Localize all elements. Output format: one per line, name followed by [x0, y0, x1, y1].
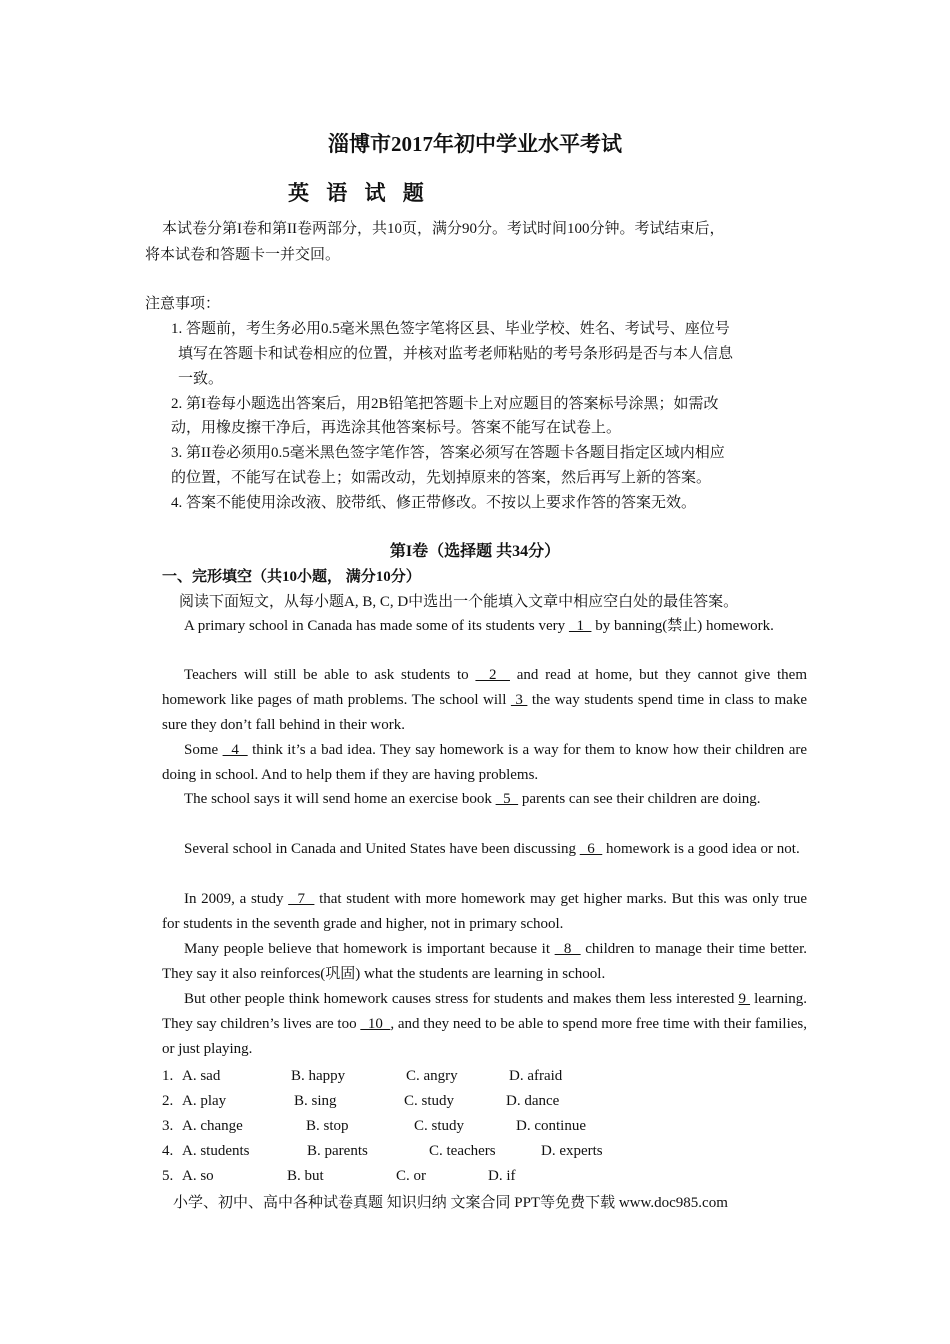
question-number: 3.: [162, 1118, 174, 1134]
notes-heading: 注意事项：: [145, 296, 221, 312]
option-a: A. sad: [182, 1068, 221, 1084]
blank-8: 8: [554, 941, 581, 957]
exam-subtitle: 英 语 试 题: [288, 181, 430, 205]
footer-text: 小学、初中、高中各种试卷真题 知识归纳 文案合同 PPT等免费下载 www.doc985.com: [173, 1195, 728, 1211]
passage-paragraph: Teachers will still be able to ask students to 2 and read at home, but they cannot give them homework like pages of math problems. The school will 3 the way students spend time in class to make sure they don’t fall behind in their work.: [162, 667, 808, 733]
blank-4: 4: [222, 742, 248, 758]
option-d: D. dance: [506, 1093, 560, 1109]
passage-paragraph: Many people believe that homework is important because it 8 children to manage their time better. They say it also reinforces(巩固) what the students are learning in school.: [162, 941, 808, 982]
note-line: 2. 第I卷每小题选出答案后，用2B铅笔把答题卡上对应题目的答案标号涂黑；如需改: [171, 396, 719, 412]
option-a: A. students: [182, 1143, 250, 1159]
question-number: 2.: [162, 1093, 174, 1109]
intro-line-2: 将本试卷和答题卡一并交回。: [145, 247, 341, 263]
blank-5: 5: [495, 791, 519, 807]
option-b: B. but: [287, 1168, 324, 1184]
passage-paragraph: Some 4 think it’s a bad idea. They say homework is a way for them to know how their children are doing in school. And to help them if they are having problems.: [162, 742, 808, 783]
passage-paragraph: A primary school in Canada has made some of its students very 1 by banning(禁止) homework.: [184, 618, 774, 634]
blank-3: 3: [510, 692, 528, 708]
option-c: C. study: [404, 1093, 455, 1109]
passage-paragraph: The school says it will send home an exercise book 5 parents can see their children are doing.: [184, 791, 761, 807]
option-b: B. parents: [307, 1143, 368, 1159]
blank-6: 6: [579, 841, 603, 857]
exam-title: 淄博市2017年初中学业水平考试: [328, 132, 622, 156]
section-instruction: 阅读下面短文，从每小题A, B, C, D中选出一个能填入文章中相应空白处的最佳答案。: [179, 594, 739, 610]
option-b: B. sing: [294, 1093, 337, 1109]
option-a: A. change: [182, 1118, 243, 1134]
option-c: C. teachers: [429, 1143, 496, 1159]
note-line: 4. 答案不能使用涂改液、胶带纸、修正带修改。不按以上要求作答的答案无效。: [171, 495, 697, 511]
option-c: C. study: [414, 1118, 465, 1134]
option-a: A. play: [182, 1093, 227, 1109]
note-line: 1. 答题前，考生务必用0.5毫米黑色签字笔将区县、毕业学校、姓名、考试号、座位号: [171, 321, 730, 337]
option-a: A. so: [182, 1168, 214, 1184]
option-d: D. afraid: [509, 1068, 563, 1084]
blank-7: 7: [288, 891, 315, 907]
option-d: D. experts: [541, 1143, 603, 1159]
option-b: B. happy: [291, 1068, 346, 1084]
option-c: C. angry: [406, 1068, 458, 1084]
passage-paragraph: Several school in Canada and United States have been discussing 6 homework is a good idea or not.: [184, 841, 800, 857]
part-title: 第I卷（选择题 共34分）: [389, 543, 561, 560]
option-d: D. continue: [516, 1118, 586, 1134]
blank-1: 1: [568, 618, 592, 634]
blank-2: 2: [475, 667, 510, 683]
option-c: C. or: [396, 1168, 426, 1184]
note-line: 填写在答题卡和试卷相应的位置，并核对监考老师粘贴的考号条形码是否与本人信息: [178, 346, 734, 362]
intro-line-1: 本试卷分第I卷和第II卷两部分，共10页，满分90分。考试时间100分钟。考试结束后，: [162, 221, 725, 237]
note-line: 一致。: [178, 371, 224, 387]
note-line: 的位置，不能写在试卷上；如需改动，先划掉原来的答案，然后再写上新的答案。: [171, 470, 712, 486]
option-b: B. stop: [306, 1118, 349, 1134]
question-number: 5.: [162, 1168, 174, 1184]
option-d: D. if: [488, 1168, 516, 1184]
note-line: 动，用橡皮擦干净后，再选涂其他答案标号。答案不能写在试卷上。: [171, 420, 622, 436]
question-number: 4.: [162, 1143, 174, 1159]
note-line: 3. 第II卷必须用0.5毫米黑色签字笔作答，答案必须写在答题卡各题目指定区域内相应: [171, 445, 725, 461]
blank-10: 10: [360, 1016, 391, 1032]
section-heading: 一、完形填空（共10小题， 满分10分）: [162, 569, 421, 585]
blank-9: 9: [738, 991, 751, 1007]
question-number: 1.: [162, 1068, 174, 1084]
passage-paragraph: But other people think homework causes stress for students and makes them less interested 9 learning. They say children’s lives are too 10 , and they need to be able to spend more free time with their families, or just playing.: [162, 991, 807, 1057]
passage-paragraph: In 2009, a study 7 that student with more homework may get higher marks. But this was only true for students in the seventh grade and higher, not in primary school.: [162, 891, 807, 932]
